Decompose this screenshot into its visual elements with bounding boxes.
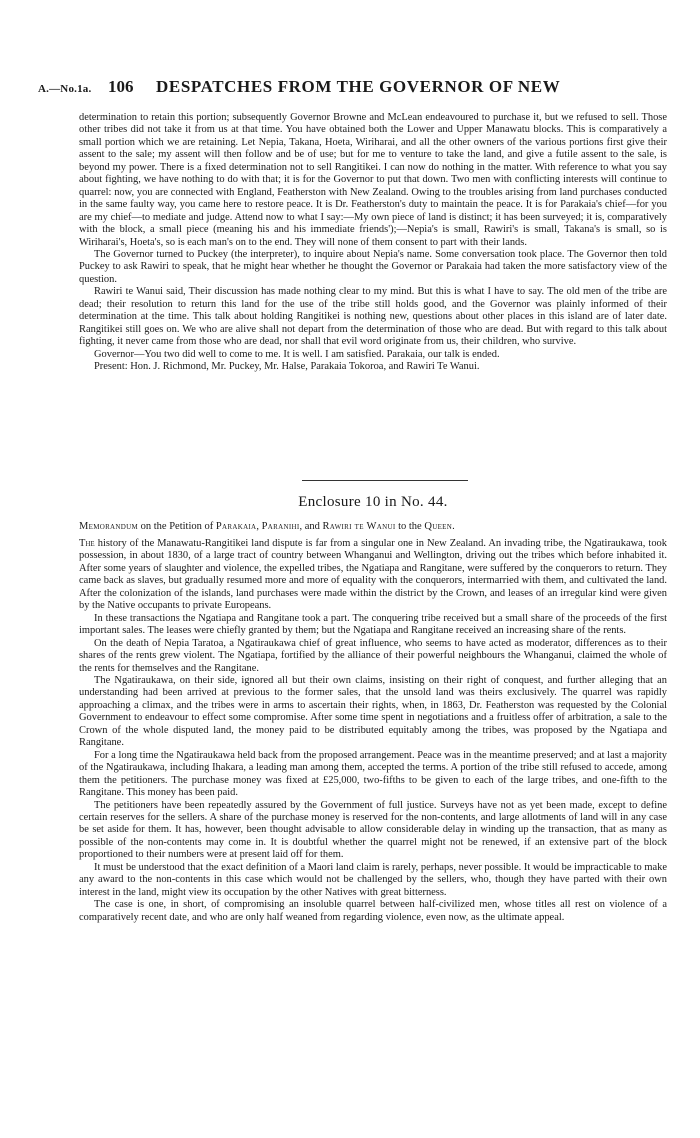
petitioner-name: Rawiri te Wanui [322,521,396,532]
petitioner-name: Parakaia [215,521,257,532]
memo-text: . [452,521,455,532]
memorandum-title [79,520,667,533]
running-title: DESPATCHES FROM THE GOVERNOR OF NEW [156,77,561,96]
paragraph: Rawiri te Wanui said, Their discussion has made nothing clear to my mind. But this is what I have to say. The old men of the tribe are dead; their resolution to return this land for the use of the tribe still holds good, and the Governor was plainly informed of their determination at the time. This talk about holding Rangitikei is nothing new, questions about other places in this island are of later date. Rangitikei still goes on. We who are alive shall not depart from the determination of those who are dead. But with regard to this talk about fighting, it never came from those who are dead, nor shall that evil word originate from us, their children, who survive. [79,286,667,348]
memo-text: on the Petition of [138,521,216,532]
memo-text: , and [299,521,323,532]
paragraph-text: history of the Manawatu-Rangitikei land dispute is far from a singular one in New Zealand. An invading tribe, the Ngatiraukawa, took possession, in about 1830, of a large tract of country between Whanganui and Wellington, driving out the tribes which before inhabited it. After some years of slaughter and violence, the expelled tribes, the Ngatiapa and Rangitane, were suffered by the conquerors to return. They came back as slaves, but gradually resumed more and more of equality with the conquerors, intermarried with them, and cultivated the land. After the colonization of the islands, land purchases were made within the district by the Crown, and leases of an irregular kind were given by the Native occupants to private Europeans. [79,538,667,612]
paragraph: determination to retain this portion; subsequently Governor Browne and McLean endeavoured to purchase it, but we refused to sell. Those other tribes did not take it from us at that time. You have obtained both the Lower and Upper Manawatu blocks. This is comparatively a small portion which we are retaining. Let Nepia, Takana, Hoeta, Wiriharai, and all the other owners of the various portions first give their assent to the sale; my assent will then follow and be of use; but for me to venture to take the land, and give a futile assent to the sale, is beyond my power. There is a fixed determination not to sell Rangitikei. I can now do nothing in the matter. With reference to what you say about fighting, we have nothing to do with that; it is for the Governor to put that down. Two men with conflicting interests will continue to quarrel: now, you are connected with England, Featherston with New Zealand. Owing to the troubles arising from land purchases conducted in the same faulty way, you came here to restore peace. It is Dr. Featherston's duty to maintain the peace. It is for Parakaia's chief—for you are my chief—to mediate and judge. Attend now to what I say:—My own piece of land is distinct; it has been surveyed; it is, comparatively with the block, a small piece (meaning his and his immediate friends');—Nepia's is small, Rawiri's is small, Takana's is small, so is Wiriharai's, Hoeta's, so is each man's on to the end. They will none of them consent to part with their lands. [79,112,667,248]
paragraph: Present: Hon. J. Richmond, Mr. Puckey, Mr. Halse, Parakaia Tokoroa, and Rawiri Te Wanui. [94,361,480,373]
running-header [38,77,662,101]
enclosure-heading: Enclosure 10 in No. 44. [298,494,448,510]
memorandum-label: Memorandum [79,521,139,532]
addressee-name: Queen [424,521,453,532]
despatch-body [79,112,667,374]
paragraph: The case is one, in short, of compromising an insoluble quarrel between half-civilized men, whose titles all rest on violence of a comparatively recent date, and who are only half weaned from regarding violence, even now, as the ultimate appeal. [79,899,667,923]
paragraph: The Governor turned to Puckey (the interpreter), to inquire about Nepia's name. Some conversation took place. The Governor then told Puckey to ask Rawiri to speak, that he might hear whether he thought the Governor or Parakaia had taken the more satisfactory view of the question. [79,248,667,285]
paragraph: For a long time the Ngatiraukawa held back from the proposed arrangement. Peace was in the meantime preserved; and at last a majority of the Ngatiraukawa, including Ihakara, a leading man among them, accepted the terms. A portion of the tribe still refused to accede, among them the petitioners. The purchase money was fixed at £25,000, two-fifths to be given to each of the large tribes, and one-fifth to the Rangitane. This money has been paid. [79,749,667,799]
petitioner-name: Paranihi [261,521,300,532]
memorandum-body [79,538,667,924]
paragraph [79,538,667,613]
paragraph: Governor—You two did well to come to me. It is well. I am satisfied. Parakaia, our talk is ended. [94,348,500,360]
paragraph: In these transactions the Ngatiapa and Rangitane took a part. The conquering tribe received but a small share of the proceeds of the first important sales. The leases were chiefly granted by them; but the Ngatiapa and Rangitane received an increasing share of the rents. [79,612,667,637]
memo-text: , [256,521,262,532]
paragraph: On the death of Nepia Taratoa, a Ngatiraukawa chief of great influence, who seems to have acted as moderator, differences as to their shares of the rents grew violent. The Ngatiapa, fortified by the alliance of their powerful neighbours the Whanganui, claimed the whole of the rents for themselves and the Rangitane. [79,637,667,674]
paragraph: The petitioners have been repeatedly assured by the Government of full justice. Surveys have not as yet been made, except to define certain reserves for the sellers. A share of the purchase money is reserved for the non-contents, and large allotments of land will in any case be set aside for them. It has, however, been thought advisable to allow considerable delay in winding up the transaction, that as many as possible of the non-contents may come in. It is doubtful whether the quarrel might not be renewed, if an extensive part of the block proportioned to their numbers were at present laid off for them. [79,799,667,861]
memo-text: to the [395,521,425,532]
paragraph: The Ngatiraukawa, on their side, ignored all but their own claims, insisting on their right of conquest, and further alleging that an understanding had been arrived at previous to the former sales, that the unsold land was theirs exclusively. The quarrel was rapidly approaching a climax, and the tribes were in arms to ascertain their rights, when, in 1863, Dr. Featherston was requested by the Colonial Government to endeavour to effect some compromise. After some time spent in negotiations and a fruitless offer of arbitration, a sale to the Crown of the whole disputed land, the money paid to be distributed equitably among the tribes, was proposed by the Ngatiapa and Rangitane. [79,674,667,749]
page-number: 106 [108,77,134,96]
section-divider [302,480,468,481]
paragraph: It must be understood that the exact definition of a Maori land claim is rarely, perhaps, never possible. It would be impracticable to make any award to the non-contents in this case which would not be challenged by the sellers, who, though they have parted with their own interest in the land, might view its occupation by the other Natives with great bitterness. [79,861,667,898]
lead-in: The [79,538,95,549]
series-reference: A.—No.1a. [38,83,92,95]
